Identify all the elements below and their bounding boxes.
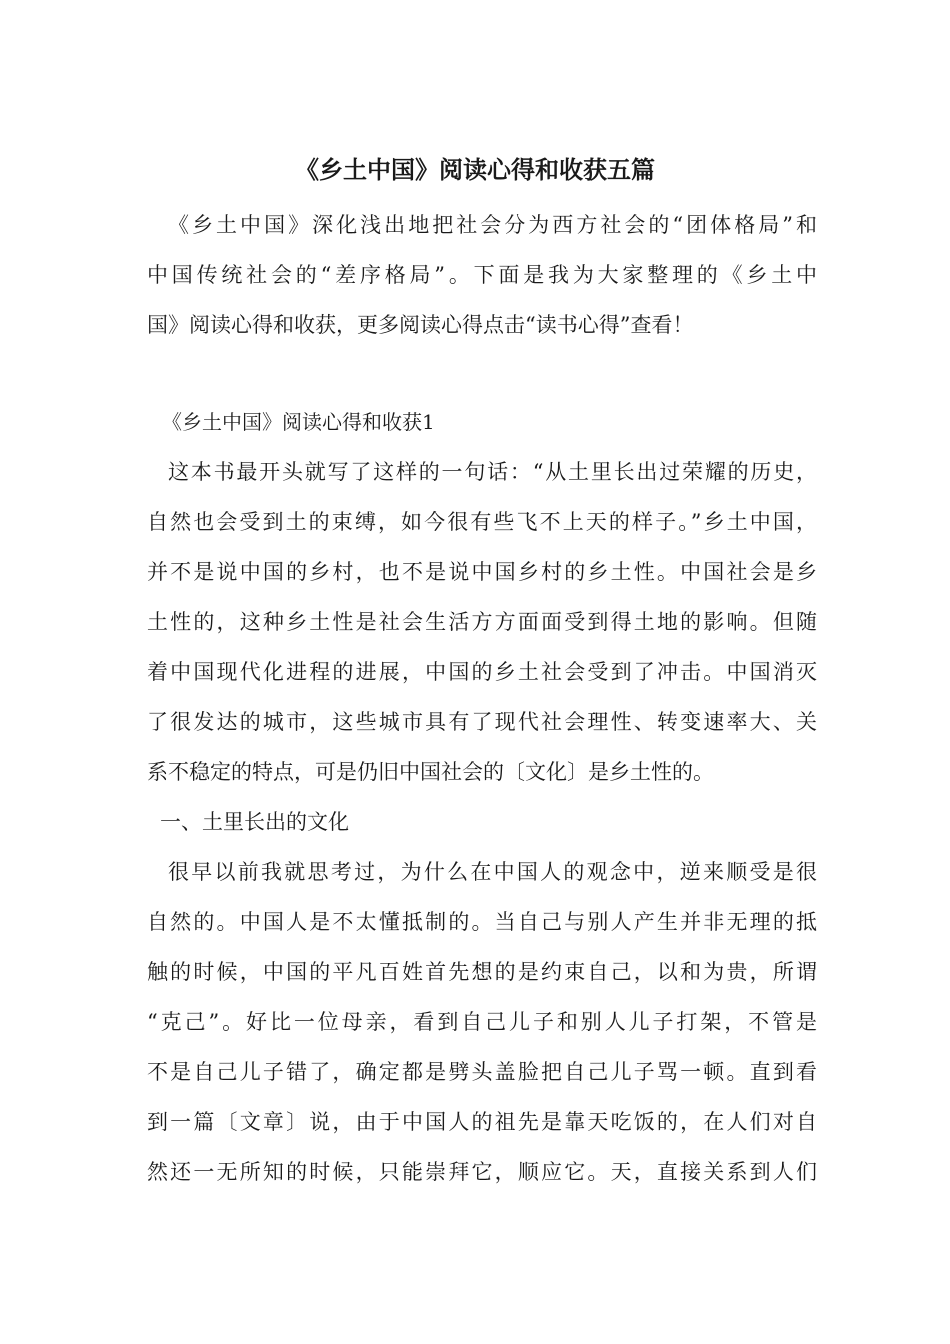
para1-line-1: 这本书最开头就写了这样的一句话：“从土里长出过荣耀的历史， bbox=[168, 460, 817, 484]
para2-line-6: 到一篇〔文章〕说，由于中国人的祖先是靠天吃饭的，在人们对自 bbox=[147, 1110, 817, 1134]
intro-line-3: 国》阅读心得和收获，更多阅读心得点击“读书心得”查看！ bbox=[147, 313, 694, 337]
intro-line-1: 《乡土中国》深化浅出地把社会分为西方社会的“团体格局”和 bbox=[168, 213, 817, 237]
para1-line-4: 土性的，这种乡土性是社会生活方方面面受到得土地的影响。但随 bbox=[147, 610, 817, 634]
para1-line-6: 了很发达的城市，这些城市具有了现代社会理性、转变速率大、关 bbox=[147, 710, 817, 734]
para2-line-1: 很早以前我就思考过，为什么在中国人的观念中，逆来顺受是很 bbox=[168, 860, 817, 884]
section-heading-1: 《乡土中国》阅读心得和收获1 bbox=[162, 410, 435, 434]
para2-line-2: 自然的。中国人是不太懂抵制的。当自己与别人产生并非无理的抵 bbox=[147, 910, 817, 934]
para2-line-5: 不是自己儿子错了，确定都是劈头盖脸把自己儿子骂一顿。直到看 bbox=[147, 1060, 817, 1084]
para1-line-5: 着中国现代化进程的进展，中国的乡土社会受到了冲击。中国消灭 bbox=[147, 660, 817, 684]
para2-line-3: 触的时候，中国的平凡百姓首先想的是约束自己，以和为贵，所谓 bbox=[147, 960, 817, 984]
para1-line-3: 并不是说中国的乡村，也不是说中国乡村的乡土性。中国社会是乡 bbox=[147, 560, 817, 584]
para2-line-7: 然还一无所知的时候，只能崇拜它，顺应它。天，直接关系到人们 bbox=[147, 1160, 817, 1184]
para1-line-2: 自然也会受到土的束缚，如今很有些飞不上天的样子。”乡土中国， bbox=[147, 510, 817, 534]
document-title: 《乡土中国》阅读心得和收获五篇 bbox=[295, 156, 655, 184]
para2-line-4: “克己”。好比一位母亲，看到自己儿子和别人儿子打架，不管是 bbox=[147, 1010, 817, 1034]
subheading-1: 一、土里长出的文化 bbox=[160, 810, 349, 834]
intro-line-2: 中国传统社会的“差序格局”。下面是我为大家整理的《乡土中 bbox=[147, 263, 817, 287]
para1-line-7: 系不稳定的特点，可是仍旧中国社会的〔文化〕是乡土性的。 bbox=[147, 760, 714, 784]
